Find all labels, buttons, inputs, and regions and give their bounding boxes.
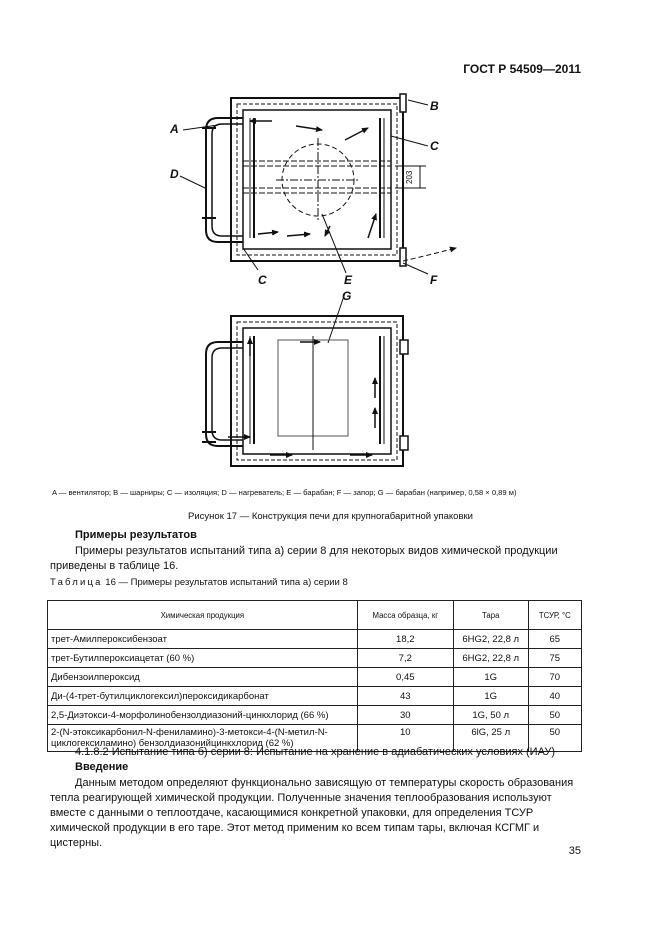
figure-caption: Рисунок 17 — Конструкция печи для крупногабаритной упаковки — [188, 511, 473, 522]
label-C-top: C — [430, 139, 439, 153]
table-row: Ди-(4-трет-бутилциклогексил)пероксидикарбонат 43 1G 40 — [48, 687, 582, 706]
examples-heading: Примеры результатов — [75, 529, 197, 541]
results-table — [47, 600, 582, 752]
standard-number: ГОСТ Р 54509—2011 — [463, 62, 581, 76]
col-packaging: Тара — [453, 601, 528, 630]
table-row: 2,5-Диэтокси-4-морфолинобензолдиазоний-цинкхлорид (66 %) 30 1G, 50 л 50 — [48, 706, 582, 725]
table-caption-label: Таблица — [50, 577, 103, 588]
label-B: B — [430, 99, 439, 113]
label-D: D — [170, 167, 179, 181]
label-C-bottom: C — [258, 273, 267, 287]
table-row: трет-Бутилпероксиацетат (60 %) 7,2 6HG2, 22,8 л 75 — [48, 649, 582, 668]
label-F: F — [430, 273, 438, 287]
table-row: Дибензоилпероксид 0,45 1G 70 — [48, 668, 582, 687]
page-number: 35 — [568, 845, 581, 857]
dimension-203: 203 — [405, 170, 414, 184]
table-row: трет-Амилпероксибензоат 18,2 6HG2, 22,8 л 65 — [48, 630, 582, 649]
oven-diagram — [150, 88, 480, 468]
label-G: G — [342, 289, 352, 303]
col-product: Химическая продукция — [48, 601, 358, 630]
table-caption — [50, 577, 348, 588]
label-E: E — [344, 273, 353, 287]
figure-legend: A — вентилятор; B — шарниры; C — изоляция; D — нагреватель; E — барабан; F — запор; G — барабан (например, 0,58 × 0,89 м) — [52, 488, 517, 497]
table-header-row — [48, 601, 582, 630]
col-mass: Масса образца, кг — [357, 601, 453, 630]
table-caption-text: 16 — Примеры результатов испытаний типа а) серии 8 — [105, 577, 348, 588]
examples-text: Примеры результатов испытаний типа а) серии 8 для некоторых видов химической продукции приведены в таблице 16. — [50, 545, 558, 572]
oven-top-view — [202, 94, 426, 266]
oven-side-view — [202, 316, 408, 466]
label-A: A — [170, 122, 179, 136]
introduction-heading: Введение — [75, 761, 129, 773]
section-4182-title: 4.1.8.2 Испытание типа б) серии 8: Испытание на хранение в адиабатических условиях (ИАУ) — [75, 746, 556, 758]
col-sadt: ТСУР, °С — [528, 601, 581, 630]
table-row: 2-(N-этоксикарбонил-N-фениламино)-3-метокси-4-(N-метил-N-циклогексиламино) бензолдиазонийцинкхлорид (62 %) 10 6lG, 25 л 50 — [48, 725, 582, 752]
introduction-text: Данным методом определяют функционально зависящую от температуры скорость образования тепла реагирующей химической продукции. Полученные значения теплообразования используют вместе с данными о теплоотдаче, касающимися конкретной упаковки, для определения ТСУР химической продукции в его таре. Этот метод применим ко всем типам тары, включая КСГМГ и цистерны. — [50, 777, 574, 849]
